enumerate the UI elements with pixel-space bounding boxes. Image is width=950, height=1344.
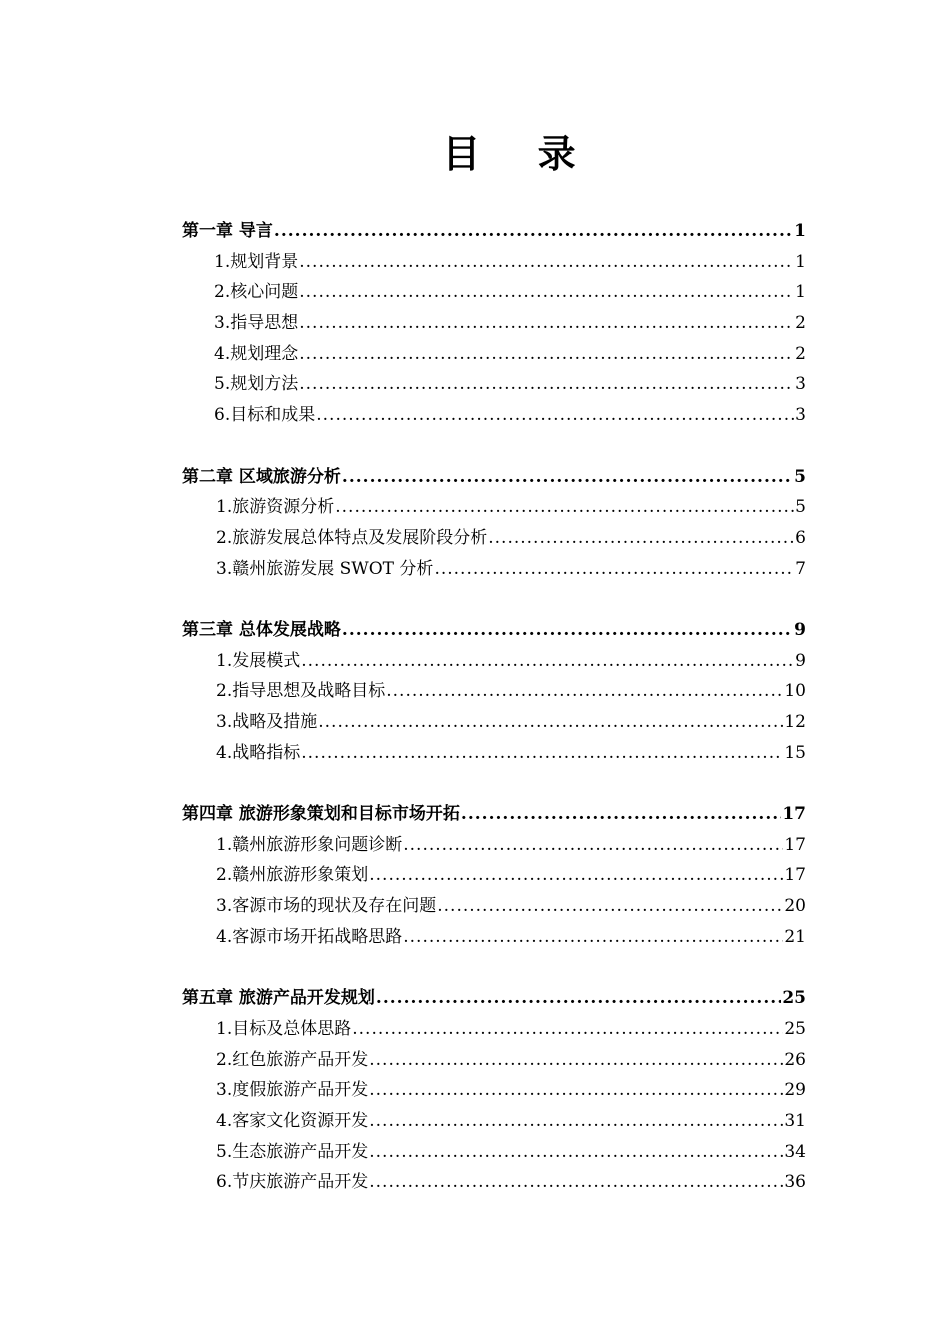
dot-leader bbox=[299, 369, 794, 400]
page-number: 31 bbox=[784, 1110, 806, 1131]
page-number: 5 bbox=[795, 497, 806, 518]
toc-section[interactable] bbox=[182, 554, 806, 585]
toc-section[interactable] bbox=[182, 339, 806, 370]
dot-leader bbox=[299, 277, 794, 308]
section-label: 3.战略及措施 bbox=[216, 712, 318, 732]
section-label: 2.旅游发展总体特点及发展阶段分析 bbox=[216, 527, 488, 548]
dot-leader bbox=[403, 922, 783, 953]
page-number: 2 bbox=[795, 343, 806, 364]
dot-leader bbox=[376, 983, 781, 1014]
section-label: 2.核心问题 bbox=[214, 282, 299, 303]
page-number: 9 bbox=[795, 650, 806, 671]
dot-leader bbox=[318, 707, 783, 738]
section-label: 2.赣州旅游形象策划 bbox=[216, 865, 369, 886]
spacer bbox=[182, 953, 806, 984]
page-number: 1 bbox=[795, 282, 806, 303]
dot-leader bbox=[369, 1045, 783, 1076]
toc-section[interactable] bbox=[182, 308, 806, 339]
page-number: 5 bbox=[794, 466, 806, 487]
toc-section[interactable] bbox=[182, 400, 806, 431]
toc-section[interactable] bbox=[182, 891, 806, 922]
dot-leader bbox=[335, 492, 794, 523]
toc-section[interactable] bbox=[182, 830, 806, 861]
toc-chapter-4[interactable] bbox=[182, 799, 806, 830]
toc-section[interactable] bbox=[182, 922, 806, 953]
section-label: 1.旅游资源分析 bbox=[216, 497, 335, 518]
toc-section[interactable] bbox=[182, 1045, 806, 1076]
toc-chapter-3[interactable] bbox=[182, 615, 806, 646]
page-number: 3 bbox=[795, 405, 806, 426]
dot-leader bbox=[488, 523, 794, 554]
dot-leader bbox=[316, 400, 794, 431]
page-number: 15 bbox=[784, 742, 806, 763]
dot-leader bbox=[369, 1106, 783, 1137]
chapter-label: 第四章 旅游形象策划和目标市场开拓 bbox=[182, 804, 460, 825]
page-number: 17 bbox=[782, 804, 806, 825]
page-number: 20 bbox=[784, 896, 806, 917]
page-number: 21 bbox=[784, 926, 806, 947]
table-of-contents bbox=[182, 216, 806, 1198]
chapter-label: 第三章 总体发展战略 bbox=[182, 619, 341, 640]
section-label: 6.节庆旅游产品开发 bbox=[216, 1172, 369, 1193]
dot-leader bbox=[299, 247, 794, 278]
section-label: 4.战略指标 bbox=[216, 742, 301, 763]
toc-section[interactable] bbox=[182, 707, 806, 738]
page-number: 7 bbox=[795, 558, 806, 579]
dot-leader bbox=[434, 554, 794, 585]
page-number: 1 bbox=[794, 221, 806, 241]
section-label: 1.规划背景 bbox=[214, 251, 299, 272]
toc-section[interactable] bbox=[182, 646, 806, 677]
page-number: 12 bbox=[784, 712, 806, 732]
toc-chapter-2[interactable] bbox=[182, 462, 806, 493]
section-label: 4.规划理念 bbox=[214, 343, 299, 364]
dot-leader bbox=[369, 1167, 783, 1198]
section-label: 6.目标和成果 bbox=[214, 405, 316, 426]
page-number: 17 bbox=[784, 865, 806, 886]
toc-section[interactable] bbox=[182, 860, 806, 891]
section-label: 5.生态旅游产品开发 bbox=[216, 1141, 369, 1162]
section-label: 1.发展模式 bbox=[216, 650, 301, 671]
dot-leader bbox=[369, 1137, 783, 1168]
toc-section[interactable] bbox=[182, 738, 806, 769]
dot-leader bbox=[403, 830, 783, 861]
spacer bbox=[182, 584, 806, 615]
page-number: 2 bbox=[795, 313, 806, 334]
page-number: 10 bbox=[784, 681, 806, 702]
section-label: 5.规划方法 bbox=[214, 374, 299, 395]
section-label: 2.指导思想及战略目标 bbox=[216, 681, 386, 702]
toc-section[interactable] bbox=[182, 492, 806, 523]
dot-leader bbox=[342, 462, 793, 493]
toc-chapter-5[interactable] bbox=[182, 983, 806, 1014]
section-label: 4.客源市场开拓战略思路 bbox=[216, 926, 403, 947]
page-number: 34 bbox=[784, 1141, 806, 1162]
toc-section[interactable] bbox=[182, 369, 806, 400]
dot-leader bbox=[301, 646, 794, 677]
dot-leader bbox=[461, 799, 781, 830]
dot-leader bbox=[369, 860, 783, 891]
toc-section[interactable] bbox=[182, 1167, 806, 1198]
dot-leader bbox=[437, 891, 783, 922]
toc-section[interactable] bbox=[182, 1014, 806, 1045]
page-number: 26 bbox=[784, 1049, 806, 1070]
toc-section[interactable] bbox=[182, 1075, 806, 1106]
page-number: 6 bbox=[795, 527, 806, 548]
section-label: 3.赣州旅游发展 SWOT 分析 bbox=[216, 558, 434, 579]
dot-leader bbox=[299, 339, 794, 370]
section-label: 2.红色旅游产品开发 bbox=[216, 1049, 369, 1070]
dot-leader bbox=[274, 216, 793, 247]
chapter-label: 第一章 导言 bbox=[182, 221, 273, 241]
toc-section[interactable] bbox=[182, 676, 806, 707]
section-label: 3.指导思想 bbox=[214, 313, 299, 334]
chapter-label: 第五章 旅游产品开发规划 bbox=[182, 988, 375, 1009]
dot-leader bbox=[301, 738, 783, 769]
toc-section[interactable] bbox=[182, 1137, 806, 1168]
page-number: 25 bbox=[784, 1018, 806, 1039]
dot-leader bbox=[342, 615, 793, 646]
dot-leader bbox=[352, 1014, 783, 1045]
page-title: 目 录 bbox=[442, 132, 598, 176]
page-number: 25 bbox=[782, 988, 806, 1009]
toc-section[interactable] bbox=[182, 523, 806, 554]
spacer bbox=[182, 768, 806, 799]
section-label: 3.度假旅游产品开发 bbox=[216, 1080, 369, 1101]
page-number: 9 bbox=[794, 619, 806, 640]
toc-section[interactable] bbox=[182, 277, 806, 308]
page-number: 17 bbox=[784, 834, 806, 855]
toc-chapter-1[interactable] bbox=[182, 216, 806, 247]
dot-leader bbox=[386, 676, 783, 707]
dot-leader bbox=[299, 308, 794, 339]
page-number: 36 bbox=[784, 1172, 806, 1193]
section-label: 1.赣州旅游形象问题诊断 bbox=[216, 834, 403, 855]
section-label: 1.目标及总体思路 bbox=[216, 1018, 352, 1039]
toc-section[interactable] bbox=[182, 1106, 806, 1137]
toc-section[interactable] bbox=[182, 247, 806, 278]
chapter-label: 第二章 区域旅游分析 bbox=[182, 466, 341, 487]
dot-leader bbox=[369, 1075, 783, 1106]
page-number: 29 bbox=[784, 1080, 806, 1101]
spacer bbox=[182, 431, 806, 462]
page-number: 1 bbox=[795, 251, 806, 272]
section-label: 3.客源市场的现状及存在问题 bbox=[216, 896, 437, 917]
section-label: 4.客家文化资源开发 bbox=[216, 1110, 369, 1131]
page-number: 3 bbox=[795, 374, 806, 395]
